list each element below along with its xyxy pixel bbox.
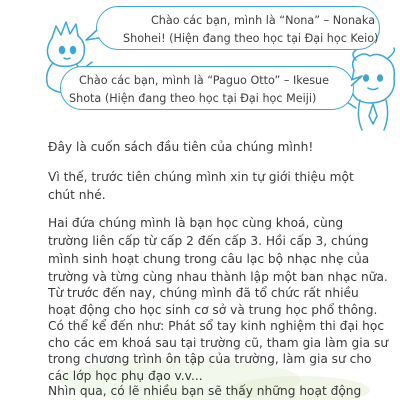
paragraph-4-line-3: Có thể kể đến như: Phát sổ tay kinh nghiệm thi đại học [48,319,385,333]
paragraph-4-line-1: Từ trước đến nay, chúng mình đã tổ chức rất nhiều [48,286,359,300]
nona-intro-line-1: Chào các bạn, mình là “Nona” – Nonaka [151,14,376,27]
paragraph-1-line-1: Đây là cuốn sách đầu tiên của chúng mình! [48,140,314,154]
paragraph-3-line-1: Hai đứa chúng mình là bạn học cùng khoá, cùng [48,216,344,230]
paragraph-4-line-6: các lớp học phụ đạo v.v... [48,368,203,383]
paragraph-4-line-5: trong chương trình ôn tập của trường, làm gia sư cho [48,352,372,366]
paragraph-2-line-2: chút nhé. [48,188,106,202]
paragraph-4-line-4: cho các em khoá sau tại trường cũ, tham gia làm gia sư [48,335,389,350]
paragraph-3-line-4: trường và từng cùng nhau thành lập một ban nhạc nữa. [48,270,388,284]
paragraph-2-line-1: Vì thế, trước tiên chúng mình xin tự giới thiệu một [48,170,354,184]
paragraph-3-line-3: mình sinh hoạt chung trong câu lạc bộ nhạc nhẹ của [48,252,370,266]
paguo-intro-line-1: Chào các bạn, mình là “Paguo Otto” – Ikesue [79,74,330,87]
paragraph-4-line-2: hoạt động cho học sinh cơ sở và trung học phổ thông. [48,302,378,317]
paragraph-3-line-2: trường liên cấp từ cấp 2 đến cấp 3. Hồi cấp 3, chúng [48,234,369,248]
nona-intro-line-2: Shohei! (Hiện đang theo học tại Đại học Keio) [123,32,379,45]
paguo-intro-line-2: Shota (Hiện đang theo học tại Đại học Meiji) [69,92,317,105]
paragraph-5-line-1: Nhìn qua, có lẽ nhiều bạn sẽ thấy những hoạt động [48,384,362,398]
